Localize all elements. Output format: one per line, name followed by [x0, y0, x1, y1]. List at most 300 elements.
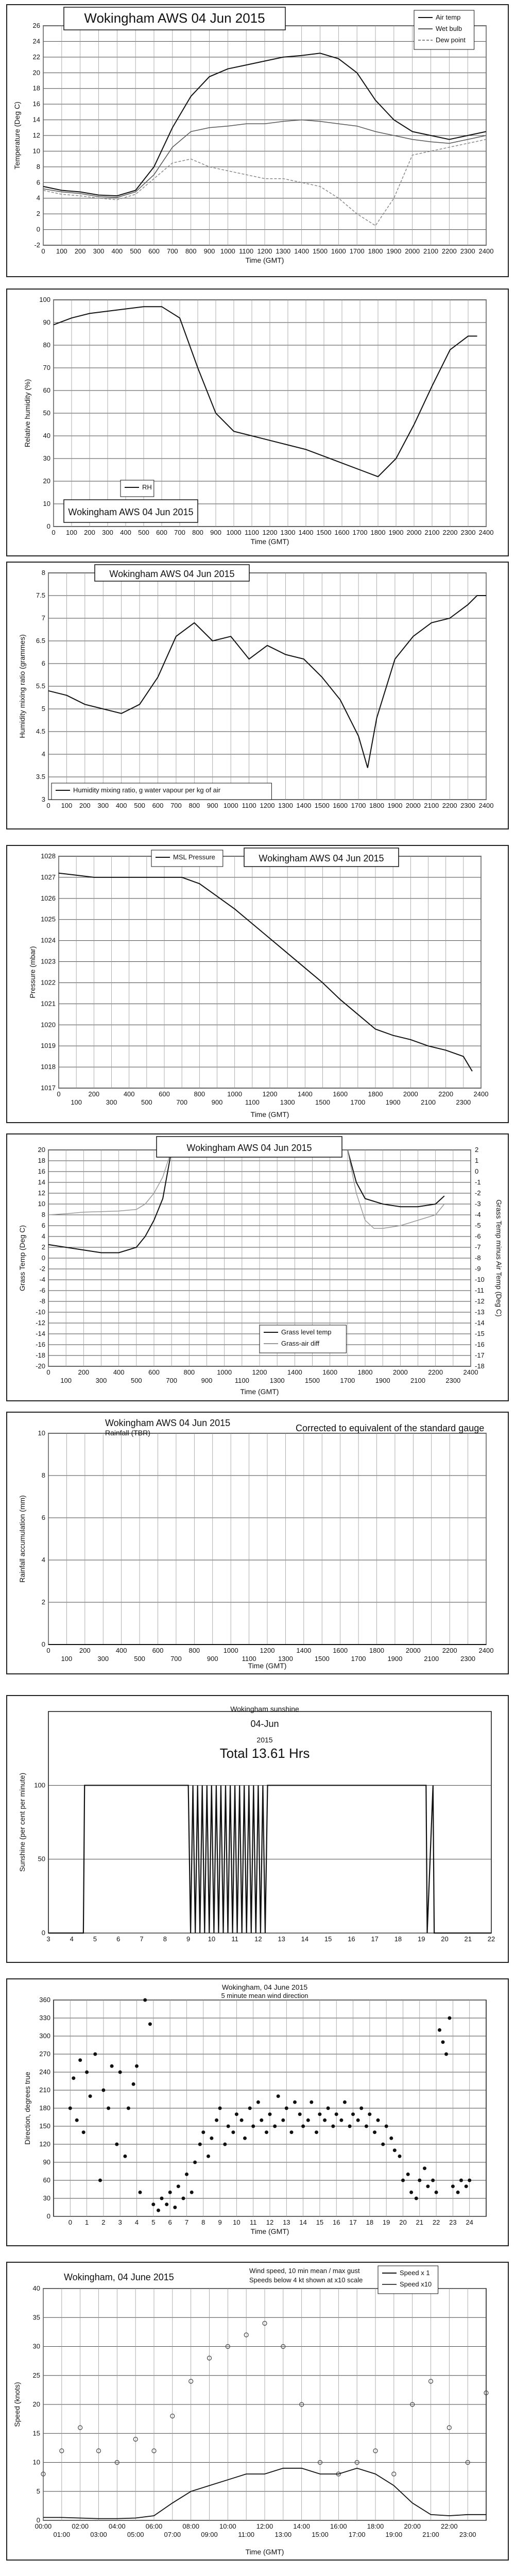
x-tick-label: 1600 — [333, 1647, 348, 1654]
y-tick-label: 60 — [43, 2176, 50, 2184]
x-tick-label: 14 — [301, 1935, 309, 1943]
x-tick-label: 2300 — [445, 1377, 461, 1384]
y-tick-label: 20 — [38, 1146, 45, 1154]
y-tick-label: 1017 — [41, 1084, 56, 1092]
wind-speed-chart-panel — [6, 2262, 509, 2561]
y2-tick-label: -7 — [475, 1243, 481, 1251]
y-tick-label: 1024 — [41, 936, 56, 944]
wind-direction-point — [331, 2125, 335, 2128]
y-tick-label: 90 — [43, 318, 50, 326]
x-tick-label: 900 — [203, 247, 215, 255]
rainfall-chart — [7, 1413, 508, 1673]
y-tick-label: 1021 — [41, 999, 56, 1008]
x-tick-label: 7 — [140, 1935, 144, 1943]
x-tick-label: 2000 — [403, 1090, 418, 1098]
x-tick-label: 1400 — [297, 1090, 313, 1098]
wind-direction-point — [101, 2089, 105, 2092]
y-tick-label: -12 — [36, 1319, 45, 1327]
x-tick-label: 1600 — [334, 529, 350, 536]
wind-direction-point — [431, 2179, 435, 2182]
y2-tick-label: -4 — [475, 1211, 481, 1218]
y-tick-label: 0 — [46, 522, 50, 530]
x-tick-label: 1100 — [242, 802, 256, 809]
x-tick-label: 900 — [207, 1655, 218, 1663]
x-tick-label: 1200 — [252, 1368, 267, 1376]
wind-direction-point — [93, 2053, 97, 2056]
wind-direction-point — [265, 2130, 268, 2134]
wind-direction-point — [115, 2143, 118, 2146]
x-tick-label: 0 — [52, 529, 56, 536]
x-tick-label: 01:00 — [53, 2531, 71, 2538]
x-tick-label: 600 — [156, 529, 167, 536]
x-axis-label: Time (GMT) — [245, 256, 284, 264]
x-tick-label: 1000 — [226, 529, 242, 536]
x-tick-label: 18 — [366, 2218, 374, 2226]
wind-direction-point — [389, 2137, 393, 2140]
y-tick-label: 60 — [43, 386, 50, 394]
wind-direction-chart-panel — [6, 1978, 509, 2246]
chart-year: 2015 — [256, 1736, 273, 1744]
wind-direction-point — [89, 2094, 92, 2098]
x-tick-label: 20:00 — [404, 2522, 421, 2530]
wind-direction-point — [468, 2179, 471, 2182]
x-tick-label: 04:00 — [109, 2522, 126, 2530]
wind-direction-point — [285, 2107, 288, 2110]
x-tick-label: 1800 — [369, 1647, 384, 1654]
wind-direction-point — [82, 2130, 85, 2134]
wind-direction-chart — [7, 1979, 508, 2245]
x-tick-label: 12 — [266, 2218, 274, 2226]
wind-direction-point — [190, 2191, 194, 2194]
x-tick-label: 1100 — [245, 1098, 260, 1106]
wind-direction-point — [423, 2166, 426, 2170]
x-tick-label: 700 — [166, 247, 178, 255]
x-tick-label: 12 — [254, 1935, 262, 1943]
wind-direction-point — [72, 2076, 75, 2080]
x-tick-label: 300 — [97, 1655, 109, 1663]
y2-tick-label: -13 — [475, 1308, 485, 1316]
wind-direction-point — [168, 2191, 172, 2194]
wind-direction-point — [123, 2155, 127, 2158]
x-axis-label: Time (GMT) — [250, 2227, 289, 2235]
x-tick-label: 1200 — [262, 1090, 278, 1098]
legend-label: Wet bulb — [436, 25, 462, 32]
y-tick-label: 16 — [38, 1167, 45, 1175]
wind-direction-point — [376, 2119, 380, 2122]
y-tick-label: -8 — [39, 1297, 45, 1305]
x-tick-label: 4 — [70, 1935, 74, 1943]
x-tick-label: 16 — [332, 2218, 340, 2226]
y-tick-label: -14 — [36, 1330, 45, 1337]
y-tick-label: 7 — [41, 614, 45, 622]
y-tick-label: 240 — [39, 2068, 50, 2076]
y-tick-label: 80 — [43, 341, 50, 349]
x-tick-label: 1500 — [314, 802, 330, 809]
x-tick-label: 900 — [207, 802, 218, 809]
y-tick-label: 1025 — [41, 915, 56, 923]
x-tick-label: 21 — [416, 2218, 424, 2226]
wind-direction-point — [409, 2191, 413, 2194]
x-tick-label: 1700 — [351, 802, 366, 809]
x-tick-label: 1500 — [316, 529, 332, 536]
y-tick-label: 14 — [32, 115, 40, 124]
wind-direction-point — [359, 2107, 363, 2110]
x-axis-label: Time (GMT) — [250, 537, 289, 546]
x-tick-label: 800 — [185, 247, 197, 255]
x-tick-label: 1700 — [350, 1098, 366, 1106]
y-tick-label: 4.5 — [36, 727, 45, 735]
sunshine-chart — [7, 1696, 508, 1962]
x-tick-label: 11 — [249, 2218, 257, 2226]
wind-direction-point — [235, 2112, 238, 2116]
x-tick-label: 22:00 — [441, 2522, 458, 2530]
y-tick-label: 12 — [32, 131, 40, 139]
x-tick-label: 2300 — [460, 529, 476, 536]
x-tick-label: 09:00 — [201, 2531, 218, 2538]
y-tick-label: 1026 — [41, 894, 56, 902]
x-tick-label: 1000 — [227, 1090, 243, 1098]
x-tick-label: 2300 — [456, 1098, 471, 1106]
legend-label: Grass-air diff — [281, 1340, 320, 1347]
x-tick-label: 300 — [97, 802, 109, 809]
mixing-ratio-chart-panel — [6, 562, 509, 829]
x-tick-label: 700 — [166, 1377, 178, 1384]
wind-direction-point — [173, 2206, 177, 2209]
x-tick-label: 2100 — [410, 1377, 425, 1384]
y2-tick-label: -6 — [475, 1232, 481, 1240]
x-tick-label: 1700 — [352, 529, 368, 536]
x-tick-label: 800 — [188, 1647, 200, 1654]
x-tick-label: 1700 — [349, 247, 365, 255]
y2-tick-label: -12 — [475, 1297, 485, 1305]
y2-tick-label: 1 — [475, 1157, 479, 1164]
sunshine-chart-panel — [6, 1695, 509, 1963]
pressure-chart-panel — [6, 845, 509, 1123]
x-tick-label: 500 — [134, 802, 145, 809]
x-tick-label: 13 — [283, 2218, 290, 2226]
x-tick-label: 11:00 — [238, 2531, 254, 2538]
wind-direction-point — [177, 2184, 180, 2188]
y-tick-label: -16 — [36, 1341, 45, 1348]
wind-direction-point — [277, 2094, 280, 2098]
y-tick-label: -18 — [36, 1351, 45, 1359]
wind-direction-point — [298, 2112, 302, 2116]
x-tick-label: 2200 — [442, 802, 457, 809]
y-tick-label: 1019 — [41, 1042, 56, 1050]
y-tick-label: 100 — [34, 1781, 45, 1789]
y2-tick-label: -9 — [475, 1265, 481, 1273]
y-tick-label: 25 — [32, 2371, 40, 2379]
wind-direction-point — [157, 2209, 160, 2212]
wind-direction-point — [444, 2053, 448, 2056]
rainfall-chart-panel — [6, 1412, 509, 1674]
x-axis-label: Time (GMT) — [248, 1662, 287, 1670]
wind-direction-point — [243, 2137, 247, 2140]
chart-annotation: Corrected to equivalent of the standard gauge — [296, 1423, 485, 1433]
wind-direction-point — [210, 2137, 213, 2140]
x-tick-label: 2200 — [442, 529, 458, 536]
y2-tick-label: 2 — [475, 1146, 479, 1154]
x-tick-label: 1600 — [333, 802, 348, 809]
x-tick-label: 600 — [159, 1090, 170, 1098]
x-tick-label: 2200 — [441, 247, 457, 255]
y-tick-label: 35 — [32, 2313, 40, 2321]
y-tick-label: 180 — [39, 2104, 50, 2112]
y-tick-label: 5 — [36, 2487, 40, 2495]
wind-direction-point — [207, 2155, 210, 2158]
y-tick-label: 20 — [32, 69, 40, 77]
x-tick-label: 07:00 — [164, 2531, 181, 2538]
y-tick-label: 6 — [36, 178, 40, 187]
x-tick-label: 2400 — [478, 802, 494, 809]
humidity-chart-panel — [6, 289, 509, 556]
x-tick-label: 0 — [41, 247, 45, 255]
y2-tick-label: -5 — [475, 1222, 481, 1229]
y-tick-label: 12 — [38, 1189, 45, 1197]
x-tick-label: 2300 — [460, 1655, 476, 1663]
wind-direction-point — [193, 2161, 197, 2164]
x-tick-label: 7 — [184, 2218, 189, 2226]
x-tick-label: 00:00 — [35, 2522, 52, 2530]
x-tick-label: 0 — [57, 1090, 61, 1098]
chart-subtitle-2: Speeds below 4 kt shown at x10 scale — [249, 2276, 363, 2284]
y2-tick-label: -17 — [475, 1351, 485, 1359]
x-tick-label: 8 — [163, 1935, 167, 1943]
x-tick-label: 200 — [78, 1368, 90, 1376]
y-tick-label: 5 — [41, 705, 45, 713]
x-tick-label: 200 — [74, 247, 86, 255]
x-tick-label: 15 — [324, 1935, 332, 1943]
wind-direction-point — [273, 2125, 277, 2128]
x-tick-label: 0 — [68, 2218, 72, 2226]
chart-total: Total 13.61 Hrs — [219, 1745, 310, 1761]
y-tick-label: 0 — [41, 1929, 45, 1937]
plot-area — [48, 1711, 491, 1933]
x-tick-label: 1100 — [239, 247, 254, 255]
y2-tick-label: -14 — [475, 1319, 485, 1327]
x-tick-label: 1000 — [217, 1368, 232, 1376]
chart-title: Wokingham sunshine — [230, 1705, 299, 1713]
x-tick-label: 1400 — [296, 1647, 312, 1654]
x-tick-label: 19:00 — [385, 2531, 403, 2538]
wind-direction-point — [448, 2016, 451, 2020]
x-tick-label: 13:00 — [274, 2531, 292, 2538]
x-tick-label: 1900 — [387, 1655, 403, 1663]
y-tick-label: 40 — [43, 432, 50, 439]
x-tick-label: 600 — [152, 1647, 164, 1654]
y-tick-label: 10 — [38, 1429, 45, 1437]
y2-tick-label: -16 — [475, 1341, 485, 1348]
x-tick-label: 700 — [170, 1655, 182, 1663]
x-tick-label: 1000 — [223, 802, 238, 809]
y-tick-label: 14 — [38, 1178, 45, 1186]
y-tick-label: 0 — [41, 1254, 45, 1262]
x-tick-label: 15:00 — [312, 2531, 329, 2538]
x-tick-label: 2000 — [406, 529, 422, 536]
x-tick-label: 14 — [299, 2218, 307, 2226]
y-tick-label: 330 — [39, 2014, 50, 2022]
wind-direction-point — [231, 2130, 235, 2134]
humidity-chart — [7, 290, 508, 555]
y-tick-label: -2 — [39, 1265, 45, 1273]
y-tick-label: -6 — [39, 1286, 45, 1294]
y-tick-label: 0 — [41, 1640, 45, 1648]
x-tick-label: 10 — [233, 2218, 241, 2226]
y-tick-label: 300 — [39, 2032, 50, 2040]
y-tick-label: 4 — [41, 750, 45, 758]
y-tick-label: 50 — [43, 409, 50, 417]
wind-direction-point — [198, 2143, 202, 2146]
y-tick-label: -4 — [39, 1276, 45, 1283]
wind-direction-point — [148, 2022, 152, 2026]
y-tick-label: 4 — [41, 1232, 45, 1240]
x-tick-label: 600 — [152, 802, 164, 809]
x-tick-label: 800 — [188, 802, 200, 809]
y2-tick-label: -1 — [475, 1178, 481, 1186]
y2-tick-label: -15 — [475, 1330, 485, 1337]
x-tick-label: 500 — [141, 1098, 152, 1106]
x-tick-label: 700 — [174, 529, 185, 536]
wind-direction-point — [343, 2100, 347, 2104]
x-tick-label: 1300 — [278, 1655, 293, 1663]
wind-direction-point — [160, 2197, 164, 2200]
x-tick-label: 10 — [208, 1935, 216, 1943]
x-tick-label: 200 — [79, 802, 91, 809]
legend-label: Speed x 1 — [400, 2269, 430, 2277]
y2-tick-label: -2 — [475, 1189, 481, 1197]
y-tick-label: 70 — [43, 364, 50, 371]
x-tick-label: 800 — [183, 1368, 195, 1376]
x-tick-label: 2100 — [423, 247, 438, 255]
grass-temp-chart-panel — [6, 1133, 509, 1401]
y-tick-label: 8 — [41, 569, 45, 577]
x-tick-label: 2100 — [421, 1098, 436, 1106]
x-tick-label: 2200 — [442, 1647, 457, 1654]
grass-temp-chart — [7, 1134, 508, 1400]
y2-tick-label: -3 — [475, 1200, 481, 1208]
x-tick-label: 1100 — [242, 1655, 256, 1663]
chart-title: Wokingham, 04 June 2015 — [64, 2272, 174, 2282]
chart-subtitle: 04-Jun — [250, 1719, 279, 1729]
x-tick-label: 1900 — [385, 1098, 401, 1106]
y-tick-label: 10 — [32, 2458, 40, 2466]
x-tick-label: 600 — [148, 1368, 160, 1376]
chart-subtitle: Wind speed, 10 min mean / max gust — [249, 2267, 360, 2275]
wind-direction-point — [451, 2184, 455, 2188]
wind-direction-point — [327, 2107, 330, 2110]
y-tick-label: 6.5 — [36, 637, 45, 645]
y-tick-label: 3 — [41, 795, 45, 803]
x-tick-label: 20 — [399, 2218, 407, 2226]
chart-title: Wokingham AWS 04 Jun 2015 — [259, 853, 384, 863]
wind-direction-point — [107, 2107, 110, 2110]
wind-direction-point — [310, 2100, 313, 2104]
wind-direction-point — [248, 2107, 252, 2110]
y-tick-label: 0 — [36, 225, 40, 233]
wind-direction-point — [435, 2191, 438, 2194]
x-tick-label: 23 — [449, 2218, 457, 2226]
y-tick-label: 4 — [36, 194, 40, 202]
wind-direction-point — [98, 2179, 102, 2182]
temperature-chart-panel — [6, 4, 509, 277]
wind-direction-point — [215, 2119, 218, 2122]
x-tick-label: 22 — [487, 1935, 495, 1943]
y-tick-label: 2 — [41, 1243, 45, 1251]
x-tick-label: 3 — [46, 1935, 50, 1943]
y-tick-label: 1028 — [41, 852, 56, 860]
x-tick-label: 1300 — [269, 1377, 285, 1384]
x-tick-label: 3 — [118, 2218, 122, 2226]
wind-direction-point — [441, 2040, 445, 2044]
wind-direction-point — [415, 2197, 418, 2200]
wind-direction-point — [268, 2112, 272, 2116]
x-axis-label: Time (GMT) — [250, 1110, 289, 1118]
x-tick-label: 5 — [93, 1935, 97, 1943]
x-tick-label: 1100 — [234, 1377, 249, 1384]
x-tick-label: 06:00 — [145, 2522, 163, 2530]
x-tick-label: 2100 — [424, 529, 440, 536]
x-tick-label: 20 — [441, 1935, 449, 1943]
wind-direction-point — [368, 2112, 371, 2116]
wind-direction-point — [348, 2125, 352, 2128]
y2-tick-label: -11 — [475, 1286, 484, 1294]
x-tick-label: 1600 — [322, 1368, 338, 1376]
wind-direction-point — [335, 2112, 338, 2116]
y-tick-label: 1023 — [41, 957, 56, 965]
y-tick-label: 30 — [32, 2342, 40, 2350]
x-tick-label: 08:00 — [182, 2522, 199, 2530]
x-tick-label: 2400 — [478, 1647, 494, 1654]
x-tick-label: 24 — [466, 2218, 473, 2226]
x-tick-label: 1900 — [386, 247, 402, 255]
wind-direction-point — [110, 2064, 114, 2068]
x-tick-label: 18 — [394, 1935, 402, 1943]
legend-label: Speed x10 — [400, 2280, 432, 2288]
x-tick-label: 16:00 — [330, 2522, 347, 2530]
y-tick-label: 2 — [36, 210, 40, 218]
wind-direction-point — [240, 2119, 244, 2122]
wind-direction-point — [301, 2125, 305, 2128]
x-tick-label: 1200 — [257, 247, 272, 255]
y-tick-label: 0 — [36, 2516, 40, 2524]
y-tick-label: 30 — [43, 454, 50, 462]
wind-direction-point — [418, 2179, 421, 2182]
x-tick-label: 2000 — [405, 247, 420, 255]
x-tick-label: 1500 — [314, 1655, 330, 1663]
x-tick-label: 19 — [382, 2218, 390, 2226]
wind-direction-point — [456, 2191, 460, 2194]
legend-label: Air temp — [436, 13, 461, 21]
wind-direction-point — [315, 2130, 318, 2134]
x-tick-label: 1500 — [315, 1098, 330, 1106]
wind-direction-point — [75, 2119, 79, 2122]
y-tick-label: 22 — [32, 53, 40, 61]
y2-tick-label: -18 — [475, 1362, 485, 1370]
mixing-ratio-chart — [7, 563, 508, 828]
wind-direction-point — [459, 2179, 463, 2182]
x-tick-label: 2000 — [405, 802, 421, 809]
x-tick-label: 900 — [210, 529, 221, 536]
x-tick-label: 17 — [349, 2218, 357, 2226]
x-tick-label: 100 — [61, 1655, 73, 1663]
x-tick-label: 500 — [134, 1655, 145, 1663]
x-tick-label: 1200 — [260, 1647, 275, 1654]
x-tick-label: 1400 — [296, 802, 312, 809]
y-tick-label: 6 — [41, 1222, 45, 1229]
y2-tick-label: -8 — [475, 1254, 481, 1262]
x-tick-label: 2000 — [405, 1647, 421, 1654]
x-tick-label: 2100 — [424, 1655, 439, 1663]
